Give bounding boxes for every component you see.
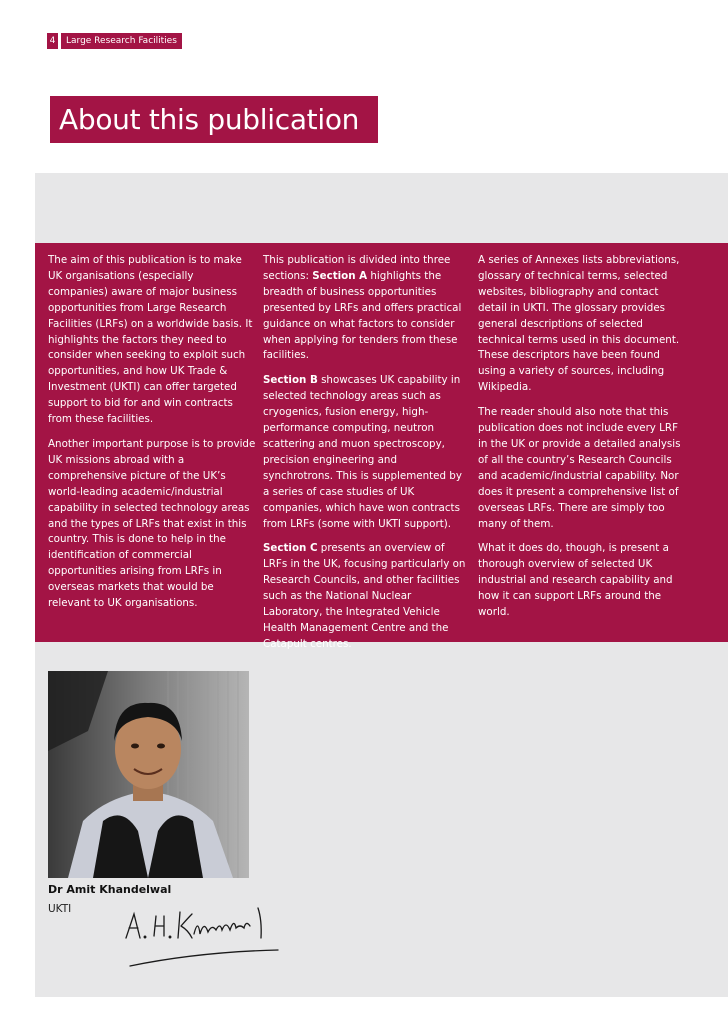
text-column-1: [48, 253, 256, 621]
paragraph: Another important purpose is to provide UK missions abroad with a comprehensive picture of the UK’s world-leading academic/industrial capability in selected technology areas and the types of LRFs that exist in this country. This is done to help in the identification of commercial opportunities arising from LRFs in overseas markets that would be relevant to UK organisations.: [48, 437, 256, 610]
paragraph: The reader should also note that this publication does not include every LRF in the UK or provide a detailed analysis of all the country’s Research Councils and academic/industrial capability. Nor does it present a comprehensive list of overseas LRFs. There are simply too many of them.: [478, 406, 681, 530]
section-b-label: Section B: [263, 374, 318, 387]
text-run: presents an overview of LRFs in the UK, focusing particularly on Research Councils, and other facilities such as the National Nuclear Laboratory, the Integrated Vehicle Health Management Centre and the Catapult centres.: [263, 542, 466, 650]
paragraph-section-b: [263, 373, 469, 532]
author-portrait-photo: [48, 671, 249, 878]
text-column-2: [263, 253, 469, 662]
page-header-tab: [47, 33, 182, 49]
page-number: 4: [47, 33, 58, 49]
paragraph: A series of Annexes lists abbreviations, glossary of technical terms, selected websites, bibliography and contact detail in UKTI. The glossary provides general descriptions of selected technical terms used in this document. These descriptors have been found using a variety of sources, including Wikipedia.: [478, 254, 680, 394]
paragraph-sections-intro: [263, 253, 469, 364]
section-title: Large Research Facilities: [61, 33, 182, 49]
paragraph: What it does do, though, is present a thorough overview of selected UK industrial and research capability and how it can support LRFs around the world.: [478, 542, 673, 619]
text-run: showcases UK capability in selected technology areas such as cryogenics, fusion energy, high-performance computing, neutron scattering and muon spectroscopy, precision engineering and synchrotrons. This is supplemented by a series of case studies of UK companies, which have won contracts from LRFs (some with UKTI support).: [263, 374, 462, 530]
paragraph-section-c: [263, 541, 469, 652]
section-a-label: Section A: [312, 269, 368, 282]
portrait-illustration: [48, 671, 249, 878]
section-c-label: Section C: [263, 542, 318, 555]
text-column-3: [478, 253, 684, 630]
paragraph: The aim of this publication is to make UK organisations (especially companies) aware of major business opportunities from Large Research Facilities (LRFs) on a worldwide basis. It highlights the factors they need to consider when seeking to exploit such opportunities, and how UK Trade & Investment (UKTI) can offer targeted support to bid for and win contracts from these facilities.: [48, 254, 253, 426]
author-organisation: UKTI: [48, 903, 72, 915]
author-signature: [118, 900, 288, 980]
page-title: About this publication: [50, 96, 378, 143]
text-run: This publication is divided into three sections:: [263, 254, 451, 282]
author-name: Dr Amit Khandelwal: [48, 883, 172, 896]
text-run: highlights the breadth of business opportunities presented by LRFs and offers practical guidance on what factors to consider when applying for tenders from these facilities.: [263, 269, 462, 362]
